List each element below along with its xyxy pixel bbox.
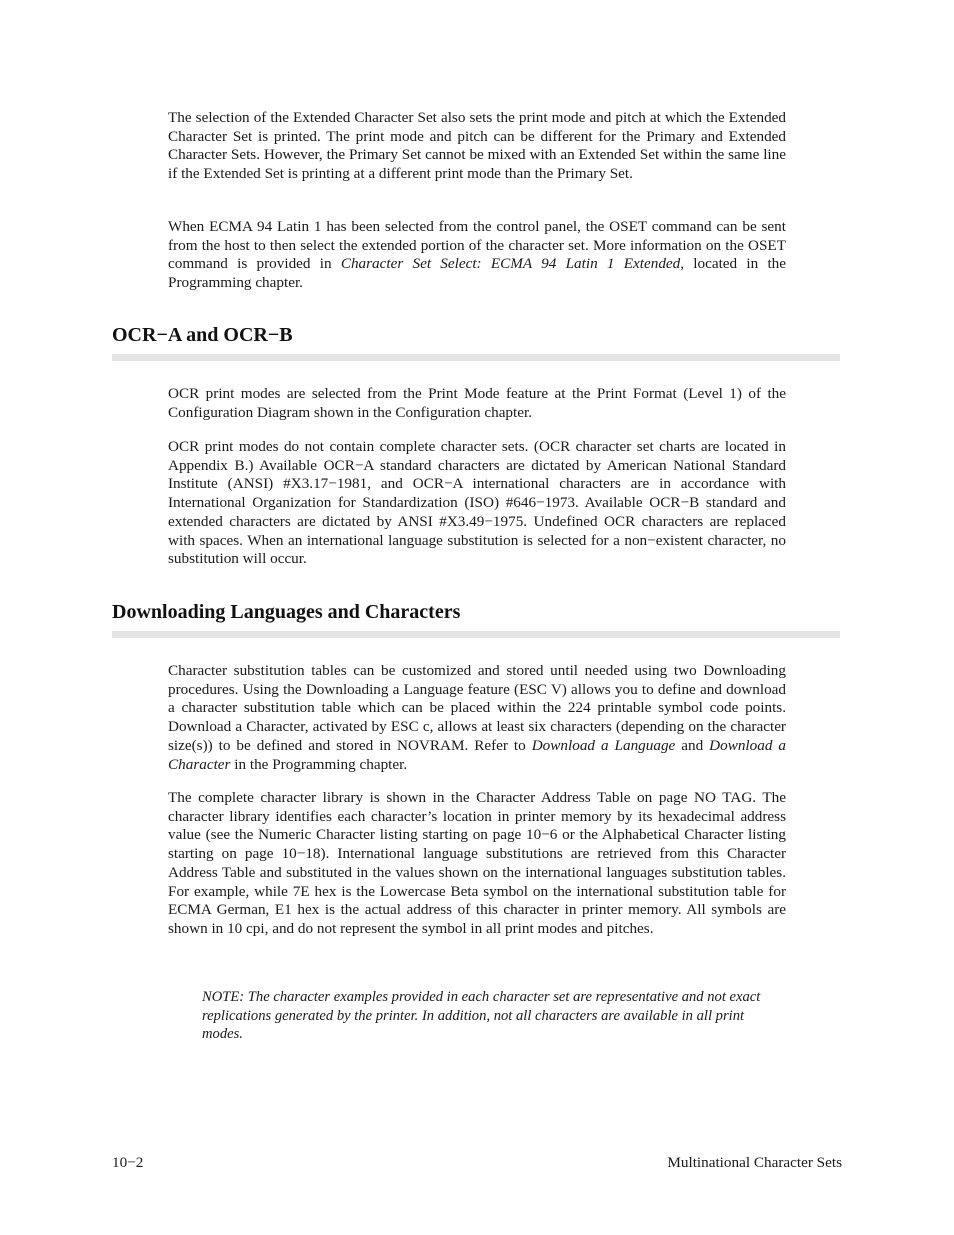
downloading-paragraph-1 <box>168 662 786 774</box>
downloading-paragraph-1-reference-language: Download a Language <box>531 736 676 754</box>
intro-paragraph-1: The selection of the Extended Character Set also sets the print mode and pitch at which the Extended Character Set is printed. The print mode and pitch can be different for the Primary and Extended Character Sets. However, the Primary Set cannot be mixed with an Extended Set within the same line if the Extended Set is printing at a different print mode than the Primary Set. <box>168 109 786 183</box>
section-rule-downloading <box>112 631 840 638</box>
section-rule-ocr <box>112 354 840 361</box>
note-paragraph: NOTE: The character examples provided in each character set are representative and not exact replications generated by the printer. In addition, not all characters are available in all print modes. <box>202 989 761 1043</box>
downloading-paragraph-2: The complete character library is shown in the Character Address Table on page NO TAG. The character library identifies each character’s location in printer memory by its hexadecimal address value (see the Numeric Character listing starting on page 10−6 or the Alphabetical Character listing starting on page 10−18). International language substitutions are retrieved from this Character Address Table and substituted in the values shown on the international languages substitution tables. For example, while 7E hex is the Lowercase Beta symbol on the international substitution table for ECMA German, E1 hex is the actual address of this character in printer memory. All symbols are shown in 10 cpi, and do not represent the symbol in all print modes and pitches. <box>168 789 786 937</box>
ocr-paragraph-2: OCR print modes do not contain complete character sets. (OCR character set charts are located in Appendix B.) Available OCR−A standard characters are dictated by American National Standard Institute (ANSI) #X3.17−1981, and OCR−A international characters are in accordance with International Organization for Standardization (ISO) #646−1973. Available OCR−B standard and extended characters are dictated by ANSI #X3.49−1975. Undefined OCR characters are replaced with spaces. When an international language substitution is selected for a non−existent character, no substitution will occur. <box>168 438 786 568</box>
downloading-paragraph-1-reference-character: Download a Character <box>168 736 786 773</box>
footer-page-number: 10−2 <box>112 1154 144 1171</box>
downloading-paragraph-1-text-b: in the Programming chapter. <box>230 755 408 773</box>
intro-paragraph-2-text-b: located in the Programming chapter. <box>168 255 787 292</box>
footer-chapter-title: Multinational Character Sets <box>667 1154 842 1171</box>
ocr-paragraph-1: OCR print modes are selected from the Print Mode feature at the Print Format (Level 1) of the Configuration Diagram shown in the Configuration chapter. <box>168 385 786 421</box>
intro-paragraph-2-text-a: When ECMA 94 Latin 1 has been selected from the control panel, the OSET command can be sent from the host to then select the extended portion of the character set. More information on the OSET command is provided in <box>168 218 786 273</box>
intro-paragraph-2 <box>168 218 786 293</box>
downloading-paragraph-1-text-mid: and <box>675 736 710 754</box>
downloading-paragraph-1-text-a: Character substitution tables can be customized and stored until needed using two Downloading procedures. Using the Downloading a Language feature (ESC V) allows you to define and download a character substitution table which can be placed within the 224 printable symbol code points. Download a Character, activated by ESC c, allows at least six characters (depending on the character size(s)) to be defined and stored in NOVRAM. Refer to <box>168 662 786 754</box>
section-heading-ocr: OCR−A and OCR−B <box>112 324 293 346</box>
intro-paragraph-2-reference: Character Set Select: ECMA 94 Latin 1 Extended, <box>340 255 685 273</box>
section-heading-downloading: Downloading Languages and Characters <box>112 601 461 623</box>
